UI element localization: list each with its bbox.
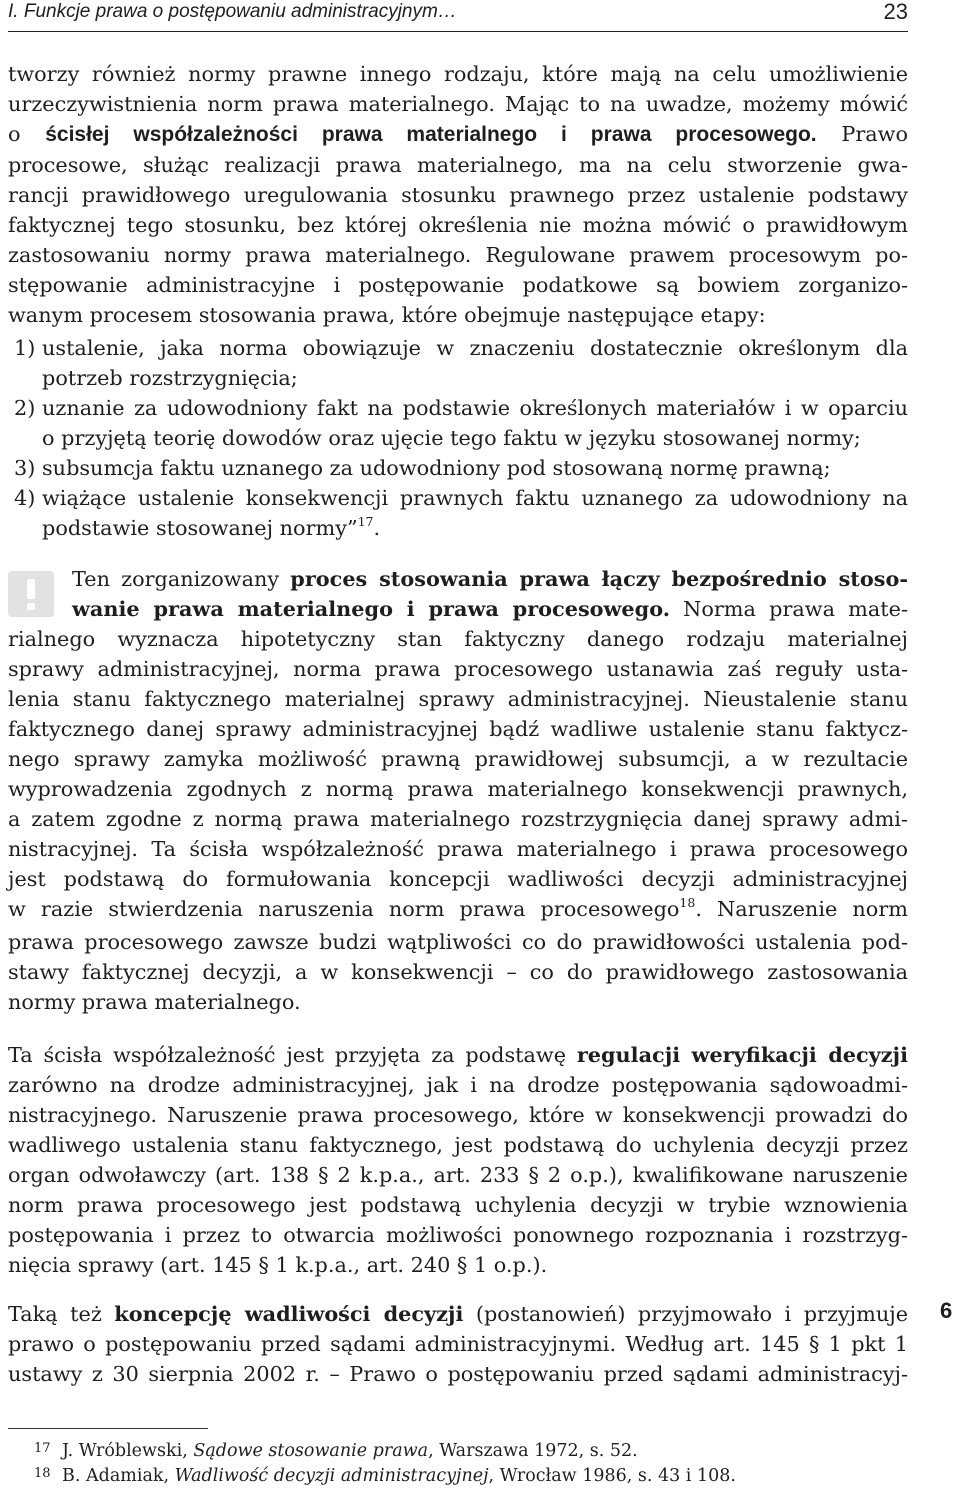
- text-line: wyprowadzenia zgodnych z normą prawa materialnego konsekwencji prawnych,: [8, 777, 908, 801]
- running-header: [8, 0, 908, 32]
- list-number: 2): [14, 396, 36, 420]
- text-line: ustalenie, jaka norma obowiązuje w znaczeniu dostatecznie określonym dla: [42, 336, 908, 360]
- chapter-title: I. Funkcje prawa o postępowaniu administracyjnym…: [8, 1, 457, 22]
- list-item: [8, 333, 908, 393]
- text-line: nistracyjnej. Ta ścisła współzależność prawa materialnego i prawa procesowego: [8, 837, 908, 861]
- list-item: [8, 483, 908, 546]
- text-line: o przyjętą teorię dowodów oraz ujęcie tego faktu w języku stosowanej normy;: [42, 426, 861, 450]
- page-number: 23: [883, 0, 908, 24]
- text-line: normy prawa materialnego.: [8, 990, 301, 1014]
- text-line: potrzeb rozstrzygnięcia;: [42, 366, 298, 390]
- book-title: Sądowe stosowanie prawa: [193, 1441, 429, 1461]
- text-line: norm prawa procesowego jest podstawą uchylenia decyzji w trybie wznowienia: [8, 1193, 908, 1217]
- bold-phrase: koncepcję wadliwości decyzji: [114, 1301, 464, 1326]
- bold-phrase: wanie prawa materialnego i prawa procesowego.: [72, 596, 670, 621]
- text-line: w razie stwierdzenia naruszenia norm prawa procesowego$^{18}$. Naruszenie norm: [8, 895, 908, 921]
- text-line: jest podstawą do formułowania koncepcji wadliwości decyzji administracyjnej: [8, 867, 908, 891]
- text-line: zastosowaniu normy prawa materialnego. Regulowane prawem procesowym po-: [8, 243, 908, 267]
- paragraph-2: [8, 564, 908, 1017]
- text-line: procesowe, służąc realizacji prawa materialnego, ma na celu stworzenie gwa-: [8, 153, 908, 177]
- text-line: Taką też koncepcję wadliwości decyzji (postanowień) przyjmowało i przyjmuje: [8, 1301, 908, 1326]
- footnote-divider: [8, 1428, 208, 1429]
- footnote-number: 17: [34, 1441, 51, 1456]
- text-line: wadliwego ustalenia stanu faktycznego, jest podstawą do uchylenia decyzji przez: [8, 1133, 908, 1157]
- text-line: prawa procesowego zawsze budzi wątpliwości co do prawidłowości ustalenia pod-: [8, 930, 908, 954]
- text-line: faktycznego danej sprawy administracyjnej bądź wadliwe ustalenie stanu faktycz-: [8, 717, 908, 741]
- text-line: lenia stanu faktycznego materialnej sprawy administracyjnej. Nieustalenie stanu: [8, 687, 908, 711]
- footnote: $^{18}$ B. Adamiak, Wadliwość decyzji administracyjnej, Wrocław 1986, s. 43 i 108.: [34, 1464, 904, 1490]
- text-line: wanie prawa materialnego i prawa procesowego. Norma prawa mate-: [72, 596, 908, 621]
- list-number: 1): [14, 336, 36, 360]
- paragraph-1: [8, 59, 908, 330]
- text-line: zarówno na drodze administracyjnej, jak i na drodze postępowania sądowoadmi-: [8, 1073, 908, 1097]
- footnote-ref: 18: [679, 895, 696, 910]
- text-line: nięcia sprawy (art. 145 § 1 k.p.a., art. 240 § 1 o.p.).: [8, 1253, 548, 1277]
- text-line: prawo o postępowaniu przed sądami administracyjnymi. Według art. 145 § 1 pkt 1: [8, 1332, 908, 1356]
- paragraph-3: [8, 1040, 908, 1280]
- list-number: 3): [14, 456, 36, 480]
- text-line: sprawy administracyjnej, norma prawa procesowego ustanawia zaś reguły usta-: [8, 657, 908, 681]
- bold-phrase: ścisłej współzależności prawa materialnego i prawa procesowego.: [45, 123, 817, 146]
- text-line: organ odwoławczy (art. 138 § 2 k.p.a., art. 233 § 2 o.p.), kwalifikowane naruszenie: [8, 1163, 908, 1187]
- text-line: Ta ścisła współzależność jest przyjęta za podstawę regulacji weryfikacji decyzji: [8, 1042, 908, 1067]
- text-line: podstawie stosowanej normy”$^{17}$.: [42, 514, 381, 540]
- bold-phrase: proces stosowania prawa łączy bezpośrednio stoso-: [290, 566, 908, 591]
- paragraph-4: [8, 1299, 908, 1389]
- footnote-ref: 17: [357, 514, 374, 529]
- text-line: urzeczywistnienia norm prawa materialnego. Mając to na uwadze, możemy mówić: [8, 92, 908, 116]
- book-title: Wadliwość decyzji administracyjnej: [174, 1466, 489, 1486]
- text-line: faktycznej tego stosunku, bez której określenia nie można mówić o prawidłowym: [8, 213, 908, 237]
- text-line: o ścisłej współzależności prawa materialnego i prawa procesowego. Prawo: [8, 122, 908, 146]
- text-line: stawy faktycznej decyzji, a w konsekwencji – co do prawidłowego zastosowania: [8, 960, 908, 984]
- footnote-number: 18: [34, 1466, 51, 1481]
- margin-number: 6: [940, 1298, 953, 1323]
- footnote: $^{17}$ J. Wróblewski, Sądowe stosowanie prawa, Warszawa 1972, s. 52.: [34, 1439, 904, 1465]
- list-item: [8, 393, 908, 453]
- bold-phrase: regulacji weryfikacji decyzji: [576, 1042, 908, 1067]
- text-line: subsumcja faktu uznanego za udowodniony pod stosowaną normę prawną;: [42, 456, 831, 480]
- text-line: a zatem zgodne z normą prawa materialnego rozstrzygnięcia danej sprawy admi-: [8, 807, 908, 831]
- text-line: nistracyjnego. Naruszenie prawa procesowego, które w konsekwencji prowadzi do: [8, 1103, 908, 1127]
- text-line: wanym procesem stosowania prawa, które obejmuje następujące etapy:: [8, 303, 766, 327]
- text-line: uznanie za udowodniony fakt na podstawie określonych materiałów i w oparciu: [42, 396, 908, 420]
- text-line: stępowanie administracyjne i postępowanie podatkowe są bowiem zorganizo-: [8, 273, 908, 297]
- text-line: Ten zorganizowany proces stosowania prawa łączy bezpośrednio stoso-: [72, 566, 908, 591]
- text-line: rialnego wyznacza hipotetyczny stan faktyczny danego rodzaju materialnej: [8, 627, 908, 651]
- text-line: rancji prawidłowego uregulowania stosunku prawnego przez ustalenie podstawy: [8, 183, 908, 207]
- steps-list: [8, 333, 908, 546]
- text-line: tworzy również normy prawne innego rodzaju, które mają na celu umożliwienie: [8, 62, 908, 86]
- list-number: 4): [14, 486, 36, 510]
- text-line: wiążące ustalenie konsekwencji prawnych faktu uznanego za udowodniony na: [42, 486, 908, 510]
- text-line: ustawy z 30 sierpnia 2002 r. – Prawo o postępowaniu przed sądami administracyj-: [8, 1362, 908, 1386]
- text-line: postępowania i przez to otwarcia możliwości ponownego rozpoznania i rozstrzyg-: [8, 1223, 908, 1247]
- text-line: nego sprawy zamyka możliwość prawną prawidłowej subsumcji, a w rezultacie: [8, 747, 908, 771]
- list-item: [8, 453, 908, 483]
